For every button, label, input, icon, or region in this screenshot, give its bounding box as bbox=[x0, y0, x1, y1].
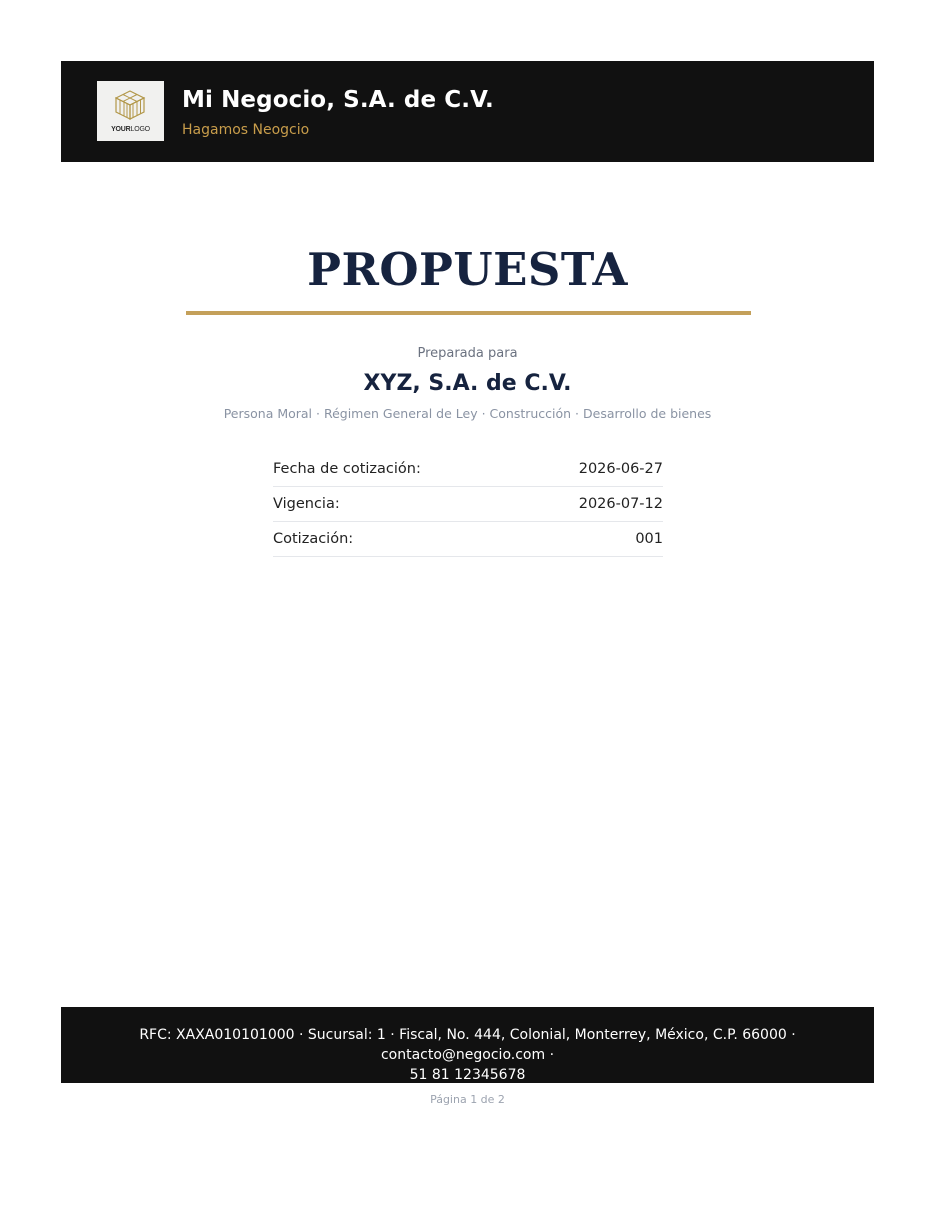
client-name: XYZ, S.A. de C.V. bbox=[363, 371, 572, 396]
meta-label: Fecha de cotización: bbox=[273, 461, 421, 477]
footer-contact-line: RFC: XAXA010101000 · Sucursal: 1 · Fiscal, No. 444, Colonial, Monterrey, México, C.P. 66000 · contacto@negocio.com · bbox=[139, 1027, 796, 1063]
footer-phone-line: 51 81 12345678 bbox=[409, 1067, 526, 1083]
meta-value: 2026-07-12 bbox=[578, 496, 663, 512]
meta-row-quote-number bbox=[273, 522, 663, 557]
quote-meta-table bbox=[273, 452, 663, 557]
meta-value: 001 bbox=[635, 531, 663, 547]
company-name: Mi Negocio, S.A. de C.V. bbox=[182, 87, 494, 113]
meta-label: Cotización: bbox=[273, 531, 354, 547]
meta-row-date bbox=[273, 452, 663, 487]
company-footer bbox=[61, 1007, 874, 1083]
client-details: Persona Moral · Régimen General de Ley · Construcción · Desarrollo de bienes bbox=[223, 406, 712, 421]
logo-cube-icon bbox=[115, 89, 146, 121]
page-number: Página 1 de 2 bbox=[430, 1093, 505, 1106]
title-divider bbox=[186, 311, 751, 315]
meta-label: Vigencia: bbox=[273, 496, 340, 512]
company-tagline: Hagamos Neogcio bbox=[182, 122, 310, 138]
meta-value: 2026-06-27 bbox=[578, 461, 663, 477]
meta-row-validity bbox=[273, 487, 663, 522]
prepared-for-label: Preparada para bbox=[417, 346, 518, 361]
logo-wordmark: YOURLOGO bbox=[111, 126, 150, 133]
company-logo bbox=[97, 81, 164, 141]
document-title: PROPUESTA bbox=[307, 243, 628, 296]
company-header bbox=[61, 61, 874, 162]
